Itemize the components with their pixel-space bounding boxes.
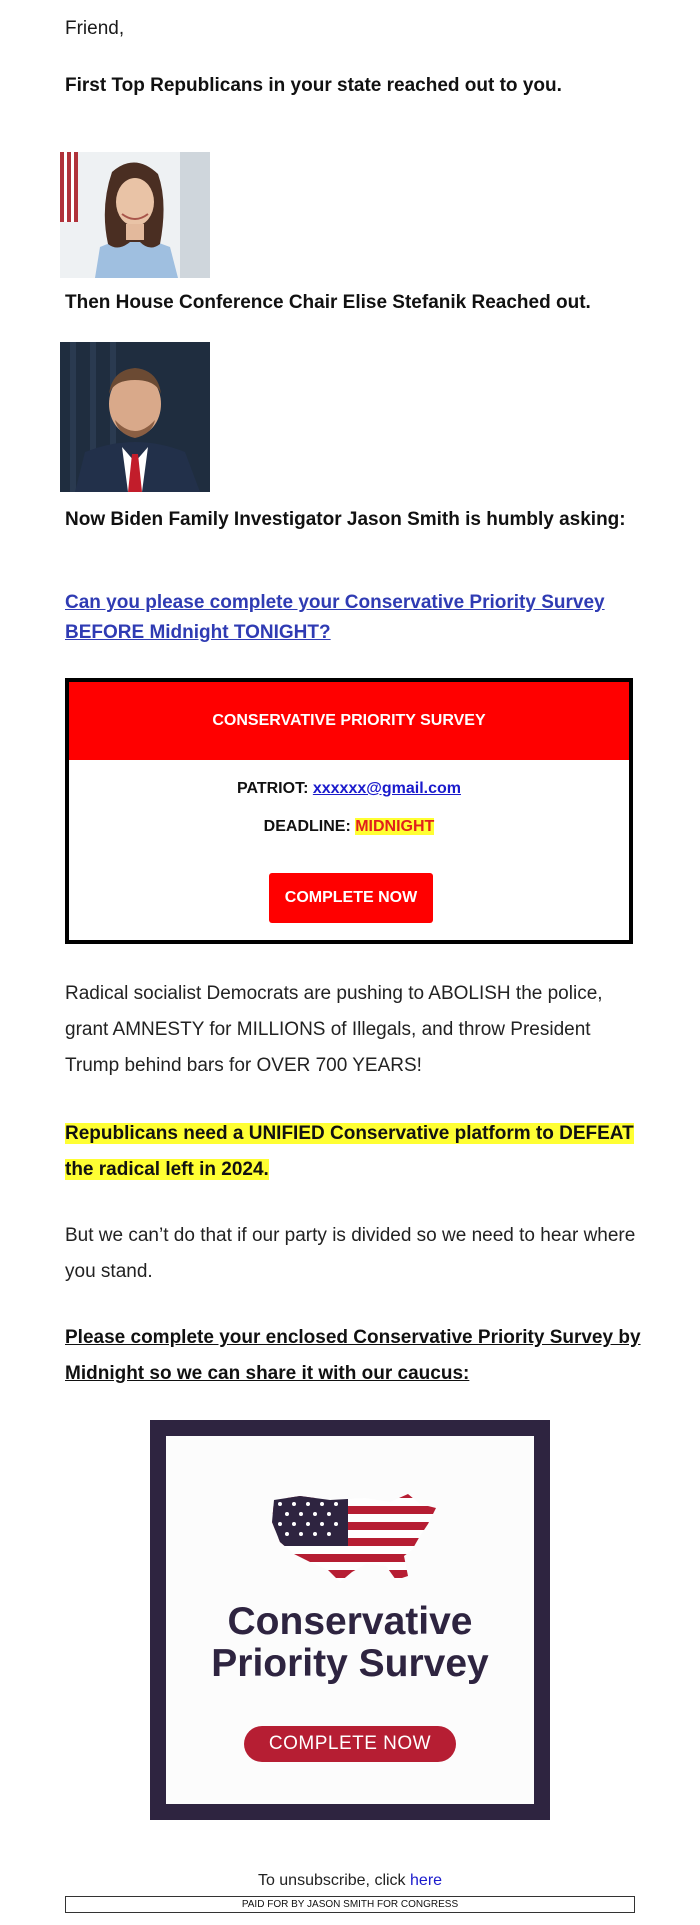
intro-line-3: Now Biden Family Investigator Jason Smith is humbly asking: — [65, 509, 626, 530]
unsubscribe-text: To unsubscribe, click — [257, 1872, 406, 1889]
survey-box-header: CONSERVATIVE PRIORITY SURVEY — [69, 682, 629, 760]
intro-line-2: Then House Conference Chair Elise Stefanik Reached out. — [65, 292, 591, 313]
deadline-value: MIDNIGHT — [355, 818, 435, 835]
patriot-label: PATRIOT: — [237, 780, 309, 797]
unsubscribe-link[interactable]: here — [410, 1872, 443, 1889]
unsubscribe-line — [0, 1872, 700, 1890]
paragraph-2-highlight — [65, 1116, 645, 1188]
paragraph-1: Radical socialist Democrats are pushing to ABOLISH the police, grant AMNESTY for MILLIONS of Illegals, and throw President Trump behind bars for OVER 700 YEARS! — [65, 983, 603, 1076]
survey-banner-inner — [166, 1436, 534, 1804]
complete-now-button[interactable]: COMPLETE NOW — [269, 873, 433, 923]
deadline-label: DEADLINE: — [263, 818, 351, 835]
survey-banner[interactable] — [150, 1420, 550, 1820]
intro-line-1: First Top Republicans in your state reached out to you. — [65, 75, 562, 96]
patriot-email-link[interactable]: xxxxxx@gmail.com — [312, 780, 461, 797]
paid-for-disclaimer: PAID FOR BY JASON SMITH FOR CONGRESS — [65, 1896, 635, 1913]
jason-smith-photo — [60, 342, 210, 492]
stefanik-photo — [60, 152, 210, 278]
greeting: Friend, — [65, 18, 125, 39]
survey-cta-link[interactable]: Can you please complete your Conservative Priority Survey BEFORE Midnight TONIGHT? — [65, 592, 605, 643]
banner-complete-now-button[interactable]: COMPLETE NOW — [244, 1726, 456, 1762]
banner-title-line-2: Priority Survey — [211, 1642, 489, 1685]
paragraph-4: Please complete your enclosed Conservative Priority Survey by Midnight so we can share it with our caucus: — [65, 1327, 641, 1384]
paragraph-2-text: Republicans need a UNIFIED Conservative platform to DEFEAT the radical left in 2024. — [65, 1123, 634, 1180]
paragraph-3: But we can’t do that if our party is divided so we need to hear where you stand. — [65, 1225, 636, 1282]
banner-title-line-1: Conservative — [227, 1600, 473, 1643]
survey-box — [65, 678, 633, 944]
us-flag-map-icon — [270, 1490, 438, 1586]
patriot-line — [69, 780, 629, 798]
deadline-line — [69, 818, 629, 836]
